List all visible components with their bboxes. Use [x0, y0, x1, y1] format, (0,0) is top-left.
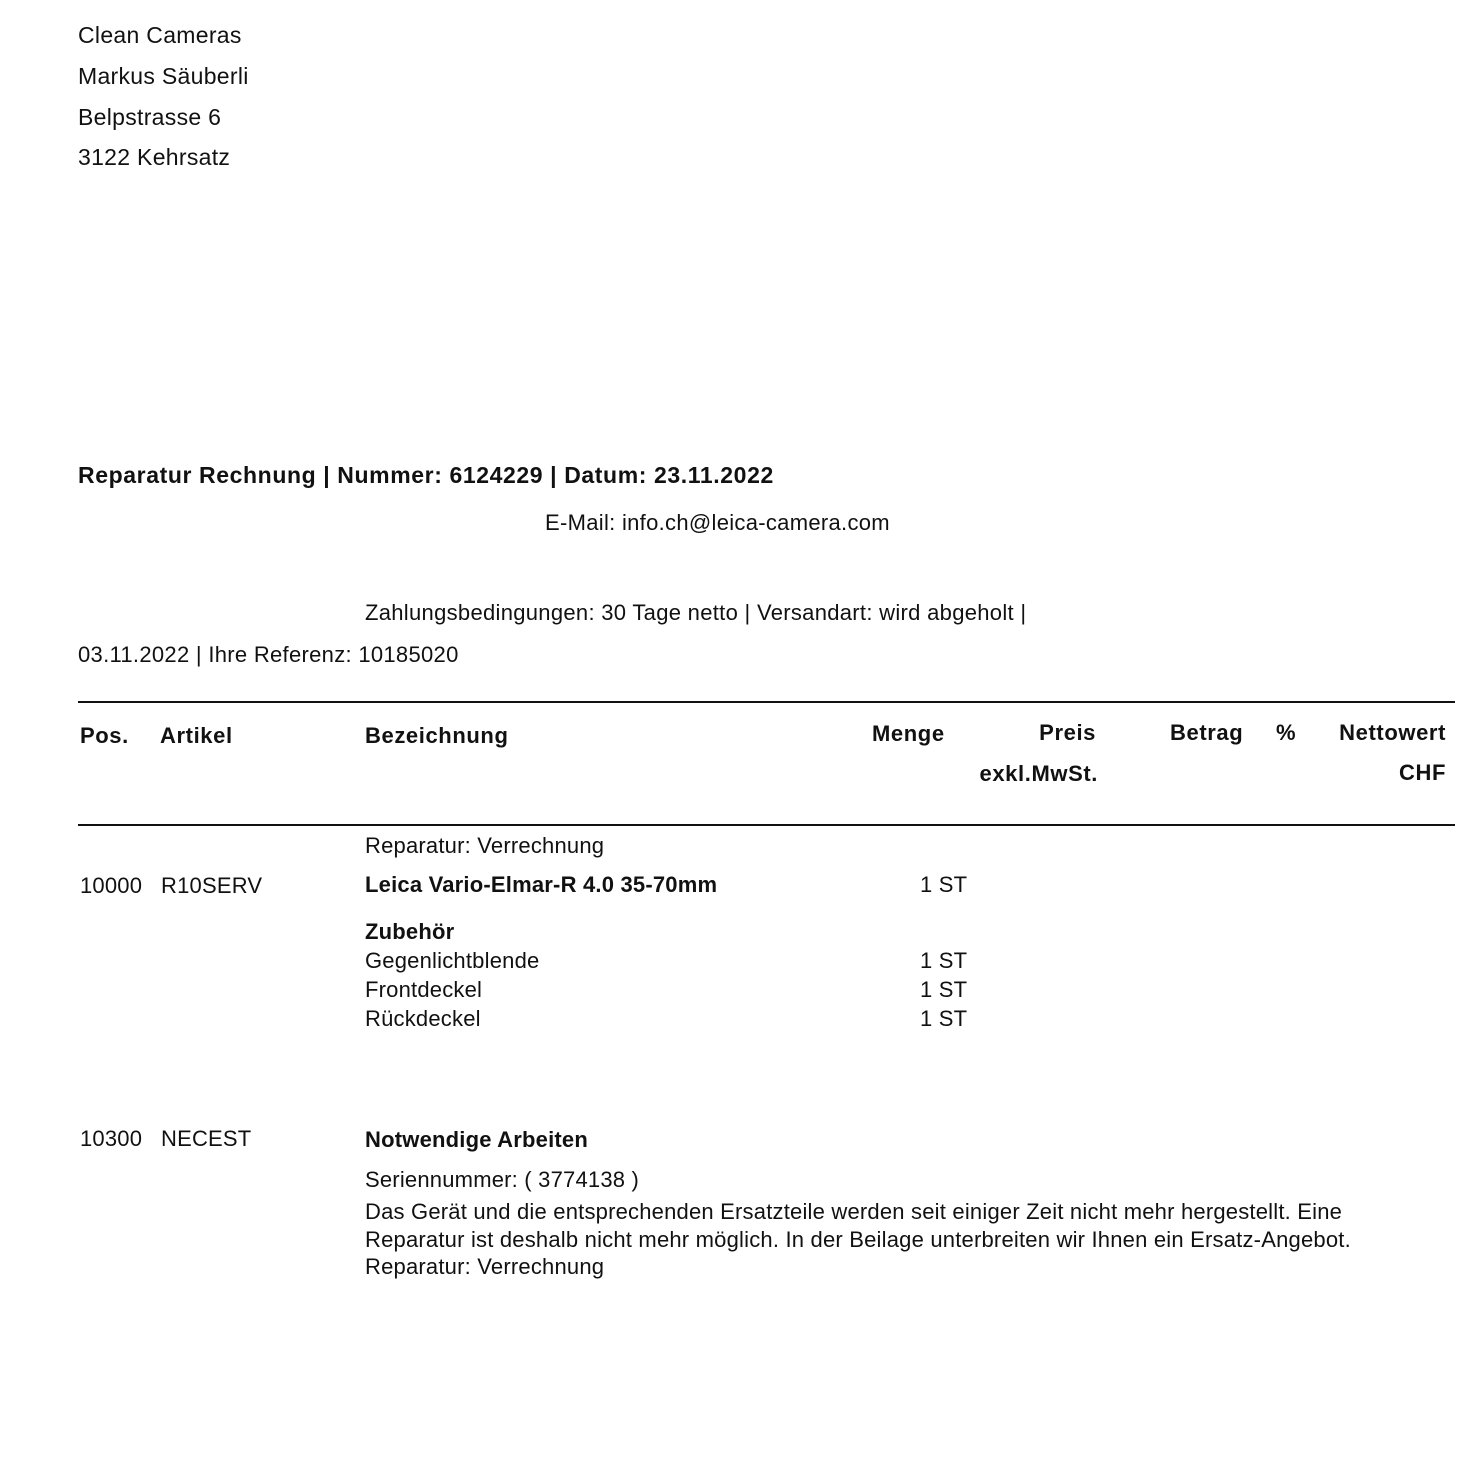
recipient-street: Belpstrasse 6 [78, 104, 222, 130]
item2-serial: Seriennummer: ( 3774138 ) [365, 1167, 640, 1192]
header-percent: % [1276, 720, 1297, 745]
table-header-rule [78, 824, 1455, 826]
header-preis-sub: exkl.MwSt. [979, 761, 1098, 786]
accessory-name: Rückdeckel [365, 1006, 481, 1031]
header-artikel: Artikel [160, 723, 233, 748]
zubehoer-title: Zubehör [365, 919, 455, 944]
recipient-city: 3122 Kehrsatz [78, 144, 231, 170]
header-bezeichnung: Bezeichnung [365, 723, 509, 748]
header-menge: Menge [872, 721, 945, 746]
item2-bezeichnung: Notwendige Arbeiten [365, 1127, 588, 1152]
accessory-menge: 1 ST [920, 1006, 968, 1031]
header-betrag: Betrag [1170, 720, 1244, 745]
table-top-rule [78, 701, 1455, 703]
item2-artikel: NECEST [161, 1126, 252, 1151]
accessory-menge: 1 ST [920, 948, 968, 973]
header-nettowert-sub: CHF [1398, 760, 1446, 785]
accessory-menge: 1 ST [920, 977, 968, 1002]
header-pos: Pos. [80, 723, 129, 748]
accessory-name: Frontdeckel [365, 977, 483, 1002]
invoice-title: Reparatur Rechnung | Nummer: 6124229 | Datum: 23.11.2022 [78, 462, 774, 488]
payment-terms: Zahlungsbedingungen: 30 Tage netto | Versandart: wird abgeholt | [365, 600, 1027, 625]
item1-bezeichnung: Leica Vario-Elmar-R 4.0 35-70mm [365, 872, 718, 897]
header-nettowert: Nettowert [1339, 720, 1446, 745]
item2-description: Das Gerät und die entsprechenden Ersatzteile werden seit einiger Zeit nicht mehr hergestellt. Eine Reparatur ist deshalb nicht mehr möglich. In der Beilage unterbreiten wir Ihnen ein Ersatz-Angebot. [365, 1199, 1351, 1252]
accessory-name: Gegenlichtblende [365, 948, 540, 973]
item1-pre-label: Reparatur: Verrechnung [365, 833, 605, 858]
recipient-company: Clean Cameras [78, 22, 242, 48]
item2-post-label: Reparatur: Verrechnung [365, 1254, 605, 1279]
recipient-name: Markus Säuberli [78, 63, 249, 89]
item1-pos: 10000 [80, 873, 143, 898]
header-preis: Preis [1039, 720, 1096, 745]
item2-pos: 10300 [80, 1126, 143, 1151]
reference-line: 03.11.2022 | Ihre Referenz: 10185020 [78, 642, 459, 667]
email-line: E-Mail: info.ch@leica-camera.com [545, 510, 890, 535]
item1-artikel: R10SERV [161, 873, 263, 898]
item1-menge: 1 ST [920, 872, 968, 897]
